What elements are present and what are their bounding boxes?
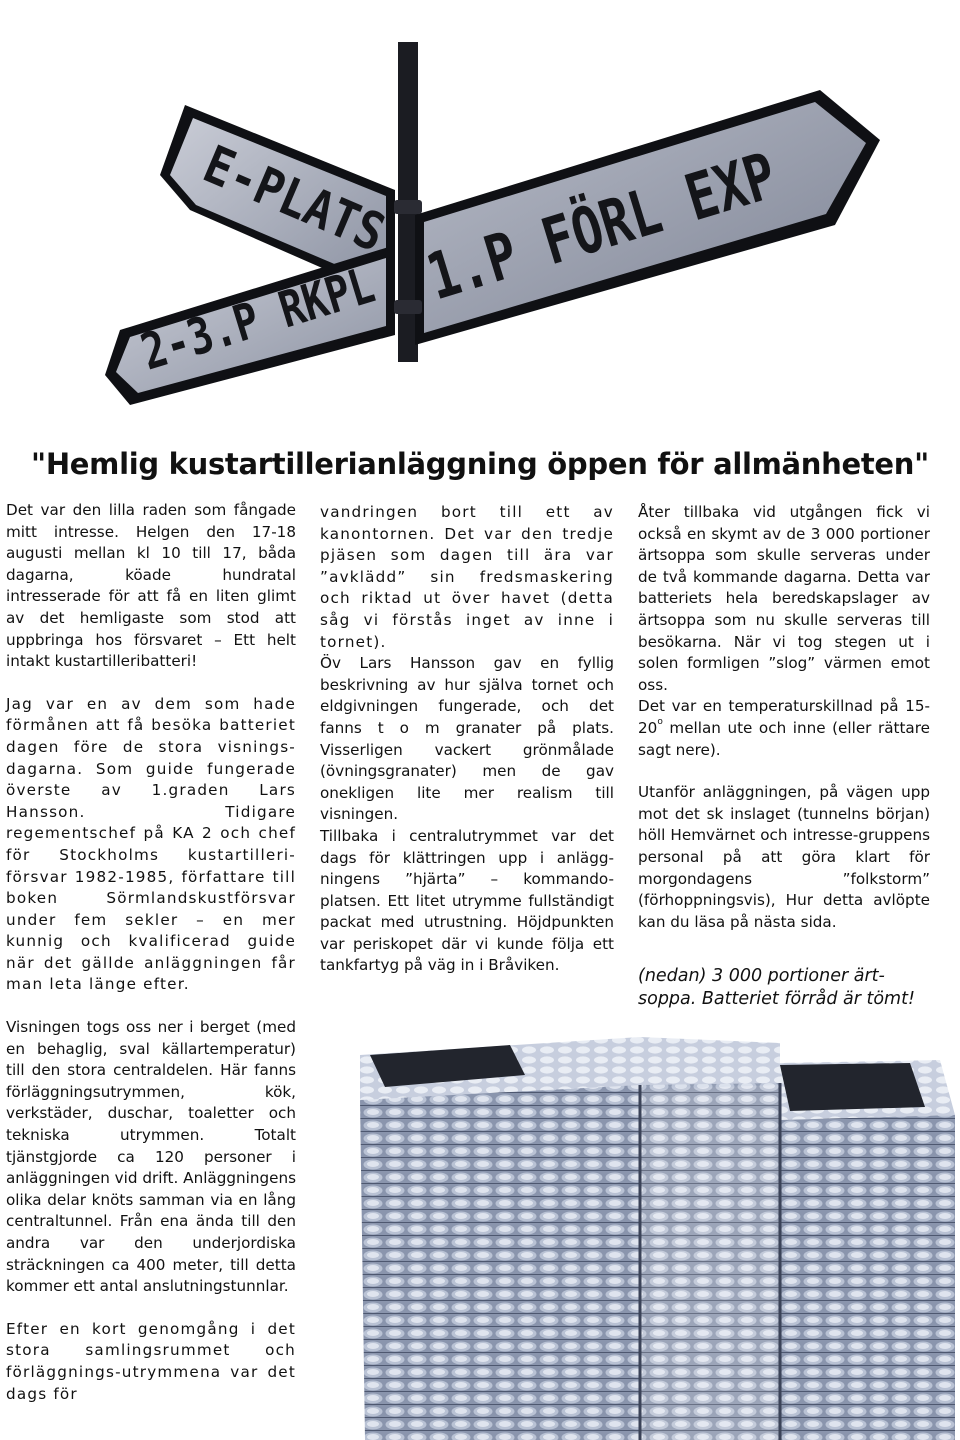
col3-paragraph-1: Åter tillbaka vid utgången fick vi också en skymt av de 3 000 portioner ärtsoppa som skulle serveras under de två kommande dagarna. Detta var batteriets hela beredskapslager av ärtsoppa som nu skulle serveras till besökarna. När vi tog stegen ut i solen formligen ”slog” värmen emot oss. xyxy=(638,503,930,694)
col2-paragraph-1: vandringen bort till ett av kanontornen. Det var den tredje pjäsen som dagen till ära var ”avklädd” sin fredsmaskering och riktad ut över havet (detta såg vi förstås inget av inne i tornet). xyxy=(320,503,614,651)
cover-right xyxy=(780,1063,925,1111)
col1-paragraph-1: Det var den lilla raden som fångade mitt intresse. Helgen den 17-18 augusti mellan kl 10 till 17, båda dagarna, köade hundratal intresserade för att få en liten glimt av det hemligaste som stod att uppbringa hos försvaret – Ett helt intakt kustartilleribatteri! xyxy=(6,501,296,671)
photo-pea-soup-stack xyxy=(340,1015,960,1440)
article-headline: "Hemlig kustartillerianläggning öppen för allmänheten" xyxy=(31,447,929,480)
col1-paragraph-4: Efter en kort genomgång i det stora samlingsrummet och förläggnings-utrymmena var det dags för xyxy=(6,1319,296,1403)
column-2 xyxy=(320,502,614,977)
col1-paragraph-3: Visningen togs oss ner i berget (med en behaglig, sval källartemperatur) till den stora centraldelen. Här fanns förläggningsutrymmen, kök, verkstäder, duschar, toaletter och tekniska utrymmen. Totalt tjänstgjorde ca 120 personer i anläggningen vid drift. Anläggningens olika delar knöts samman via en lång centraltunnel. Från ena ända till den andra var den underjordiska sträckningen ca 400 meter, till detta kommer ett antal anslutningstunnlar. xyxy=(6,1018,296,1296)
sign-right-text: 1.P FÖRL EXP xyxy=(419,109,883,316)
col2-paragraph-2: Öv Lars Hansson gav en fyllig beskrivning av hur själva tornet och eldgivningen fungerade, och det fanns t o m granater på plats. Visserligen vackert grönmålade (övningsgranater) men de gav onekligen lite mer realism till visningen. xyxy=(320,654,614,824)
photo-direction-signs xyxy=(0,0,960,440)
col2-paragraph-3: Tillbaka i centralutrymmet var det dags för klättringen upp i anlägg-ningens ”hjärta” – kommando-platsen. Ett litet utrymme fullständigt packat med utrustning. Höjdpunkten var periskopet där vi kunde följa ett tankfartyg på väg in i Bråviken. xyxy=(320,826,614,975)
col3-paragraph-3: Utanför anläggningen, på vägen upp mot det sk inslaget (tunnelns början) höll Hemvärnet och intresse-gruppens personal på att göra klart för morgondagens ”folkstorm” (förhoppningsvis), Hur detta avlöpte kan du läsa på nästa sida. xyxy=(638,783,930,931)
col3-paragraph-2 xyxy=(638,696,930,761)
sign-left-upper-text: E-PLATS xyxy=(194,134,421,276)
sign-left-lower-text: 2-3.P RKPL xyxy=(134,237,440,382)
degree-mark: o xyxy=(657,716,663,727)
column-3 xyxy=(638,502,930,933)
col3-p2-text-b: mellan ute och inne (eller rättare sagt nere). xyxy=(638,718,930,759)
col3-p2-text-a: Det var en temperaturskillnad på 15-20 xyxy=(638,697,930,737)
photo-caption: (nedan) 3 000 portioner ärt-soppa. Batteriet förråd är tömt! xyxy=(638,966,915,1009)
col1-paragraph-2: Jag var en av dem som hade förmånen att få besöka batteriet dagen före de stora visnings-dagarna. Som guide fungerade överste av 1.graden Lars Hansson. Tidigare regementschef på KA 2 och chef för Stockholms kustartilleri-försvar 1982-1985, författare till boken Sörmlandskustförsvar under fem sekler – en mer kunnig och kvalificerad guide när det gällde anläggningen får man leta länge efter. xyxy=(6,694,296,994)
column-1 xyxy=(6,500,296,1405)
